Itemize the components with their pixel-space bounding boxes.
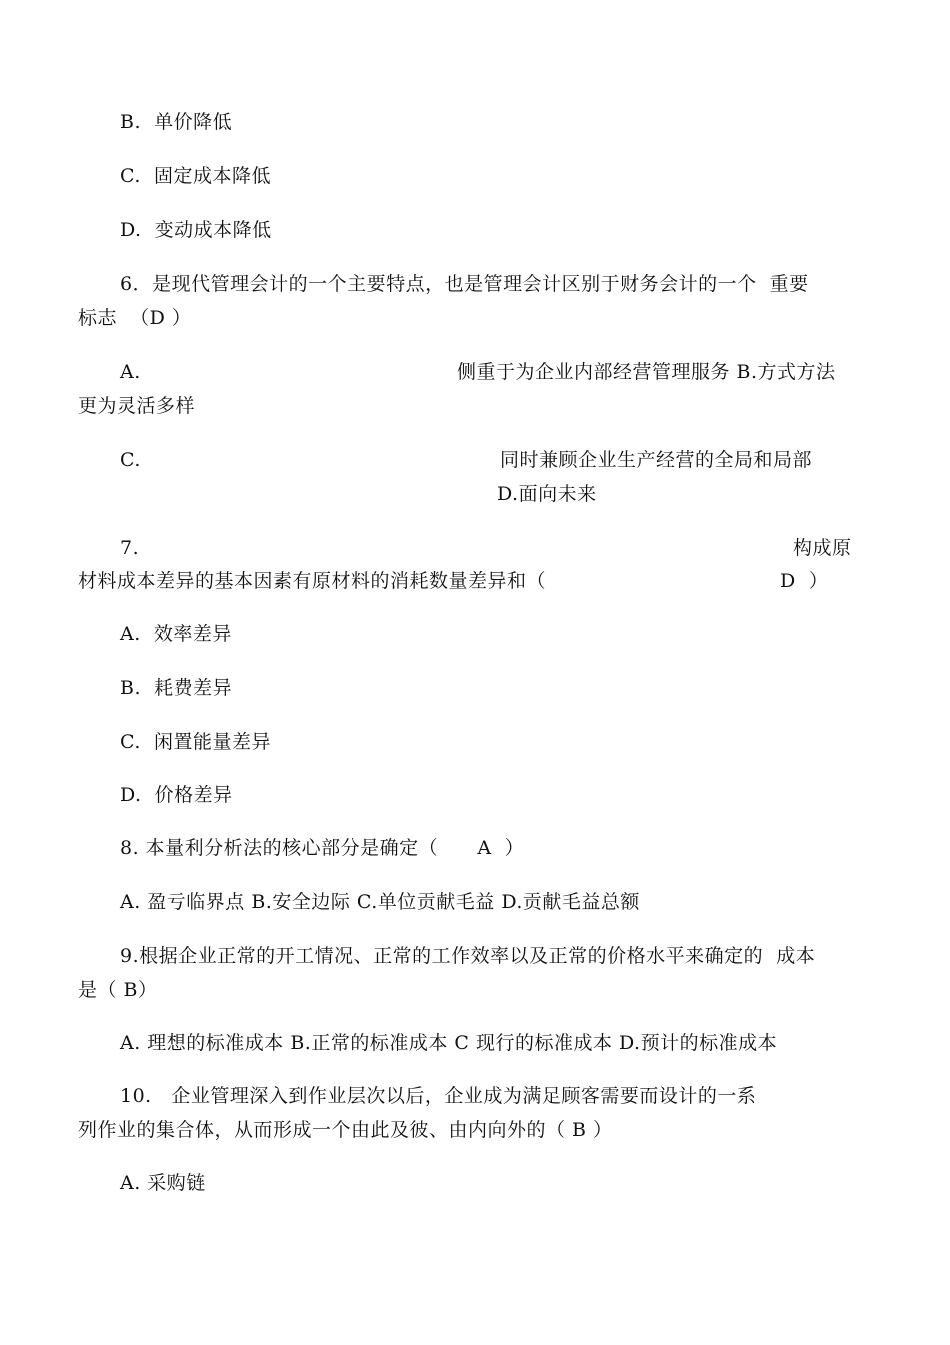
q5-option-c: C. 固定成本降低	[120, 165, 271, 187]
q8-options: A. 盈亏临界点 B.安全边际 C.单位贡献毛益 D.贡献毛益总额	[120, 891, 640, 913]
q7-option-c: C. 闲置能量差异	[120, 731, 271, 753]
q8-stem: 8. 本量利分析法的核心部分是确定（ A ）	[120, 837, 525, 859]
q10-stem-line2: 列作业的集合体，从而形成一个由此及彼、由内向外的（ B ）	[78, 1119, 613, 1141]
q10-option-a: A. 采购链	[120, 1172, 206, 1194]
q6-option-d-text: D.面向未来	[497, 483, 597, 505]
q6-option-c-text: 同时兼顾企业生产经营的全局和局部	[500, 449, 813, 471]
q7-stem-line2: 材料成本差异的基本因素有原材料的消耗数量差异和（	[78, 570, 547, 592]
q9-stem-line2: 是（ B）	[78, 979, 158, 1001]
q9-options: A. 理想的标准成本 B.正常的标准成本 C 现行的标准成本 D.预计的标准成本	[120, 1032, 778, 1054]
q7-option-a: A. 效率差异	[120, 623, 232, 645]
q9-stem-line1: 9.根据企业正常的开工情况、正常的工作效率以及正常的价格水平来确定的 成本	[120, 945, 816, 967]
q7-option-b: B. 耗费差异	[120, 677, 233, 699]
q5-option-b: B. 单价降低	[120, 111, 233, 133]
q6-stem-line2: 标志 （D ）	[78, 307, 192, 329]
q5-option-d: D. 变动成本降低	[120, 219, 272, 241]
q6-option-a-cont: 更为灵活多样	[78, 395, 196, 417]
q7-number: 7.	[120, 537, 140, 559]
q7-stem-tail: 构成原	[793, 537, 852, 559]
q7-option-d: D. 价格差异	[120, 784, 233, 806]
q10-stem-line1: 10. 企业管理深入到作业层次以后，企业成为满足顾客需要而设计的一系	[120, 1085, 757, 1107]
q6-option-a-text: 侧重于为企业内部经营管理服务 B.方式方法	[457, 361, 836, 383]
q6-stem-line1: 6．是现代管理会计的一个主要特点，也是管理会计区别于财务会计的一个 重要	[120, 273, 809, 295]
q6-option-c-label: C.	[120, 449, 141, 471]
q7-answer: D ）	[780, 570, 829, 592]
q6-option-a-label: A.	[120, 361, 141, 383]
